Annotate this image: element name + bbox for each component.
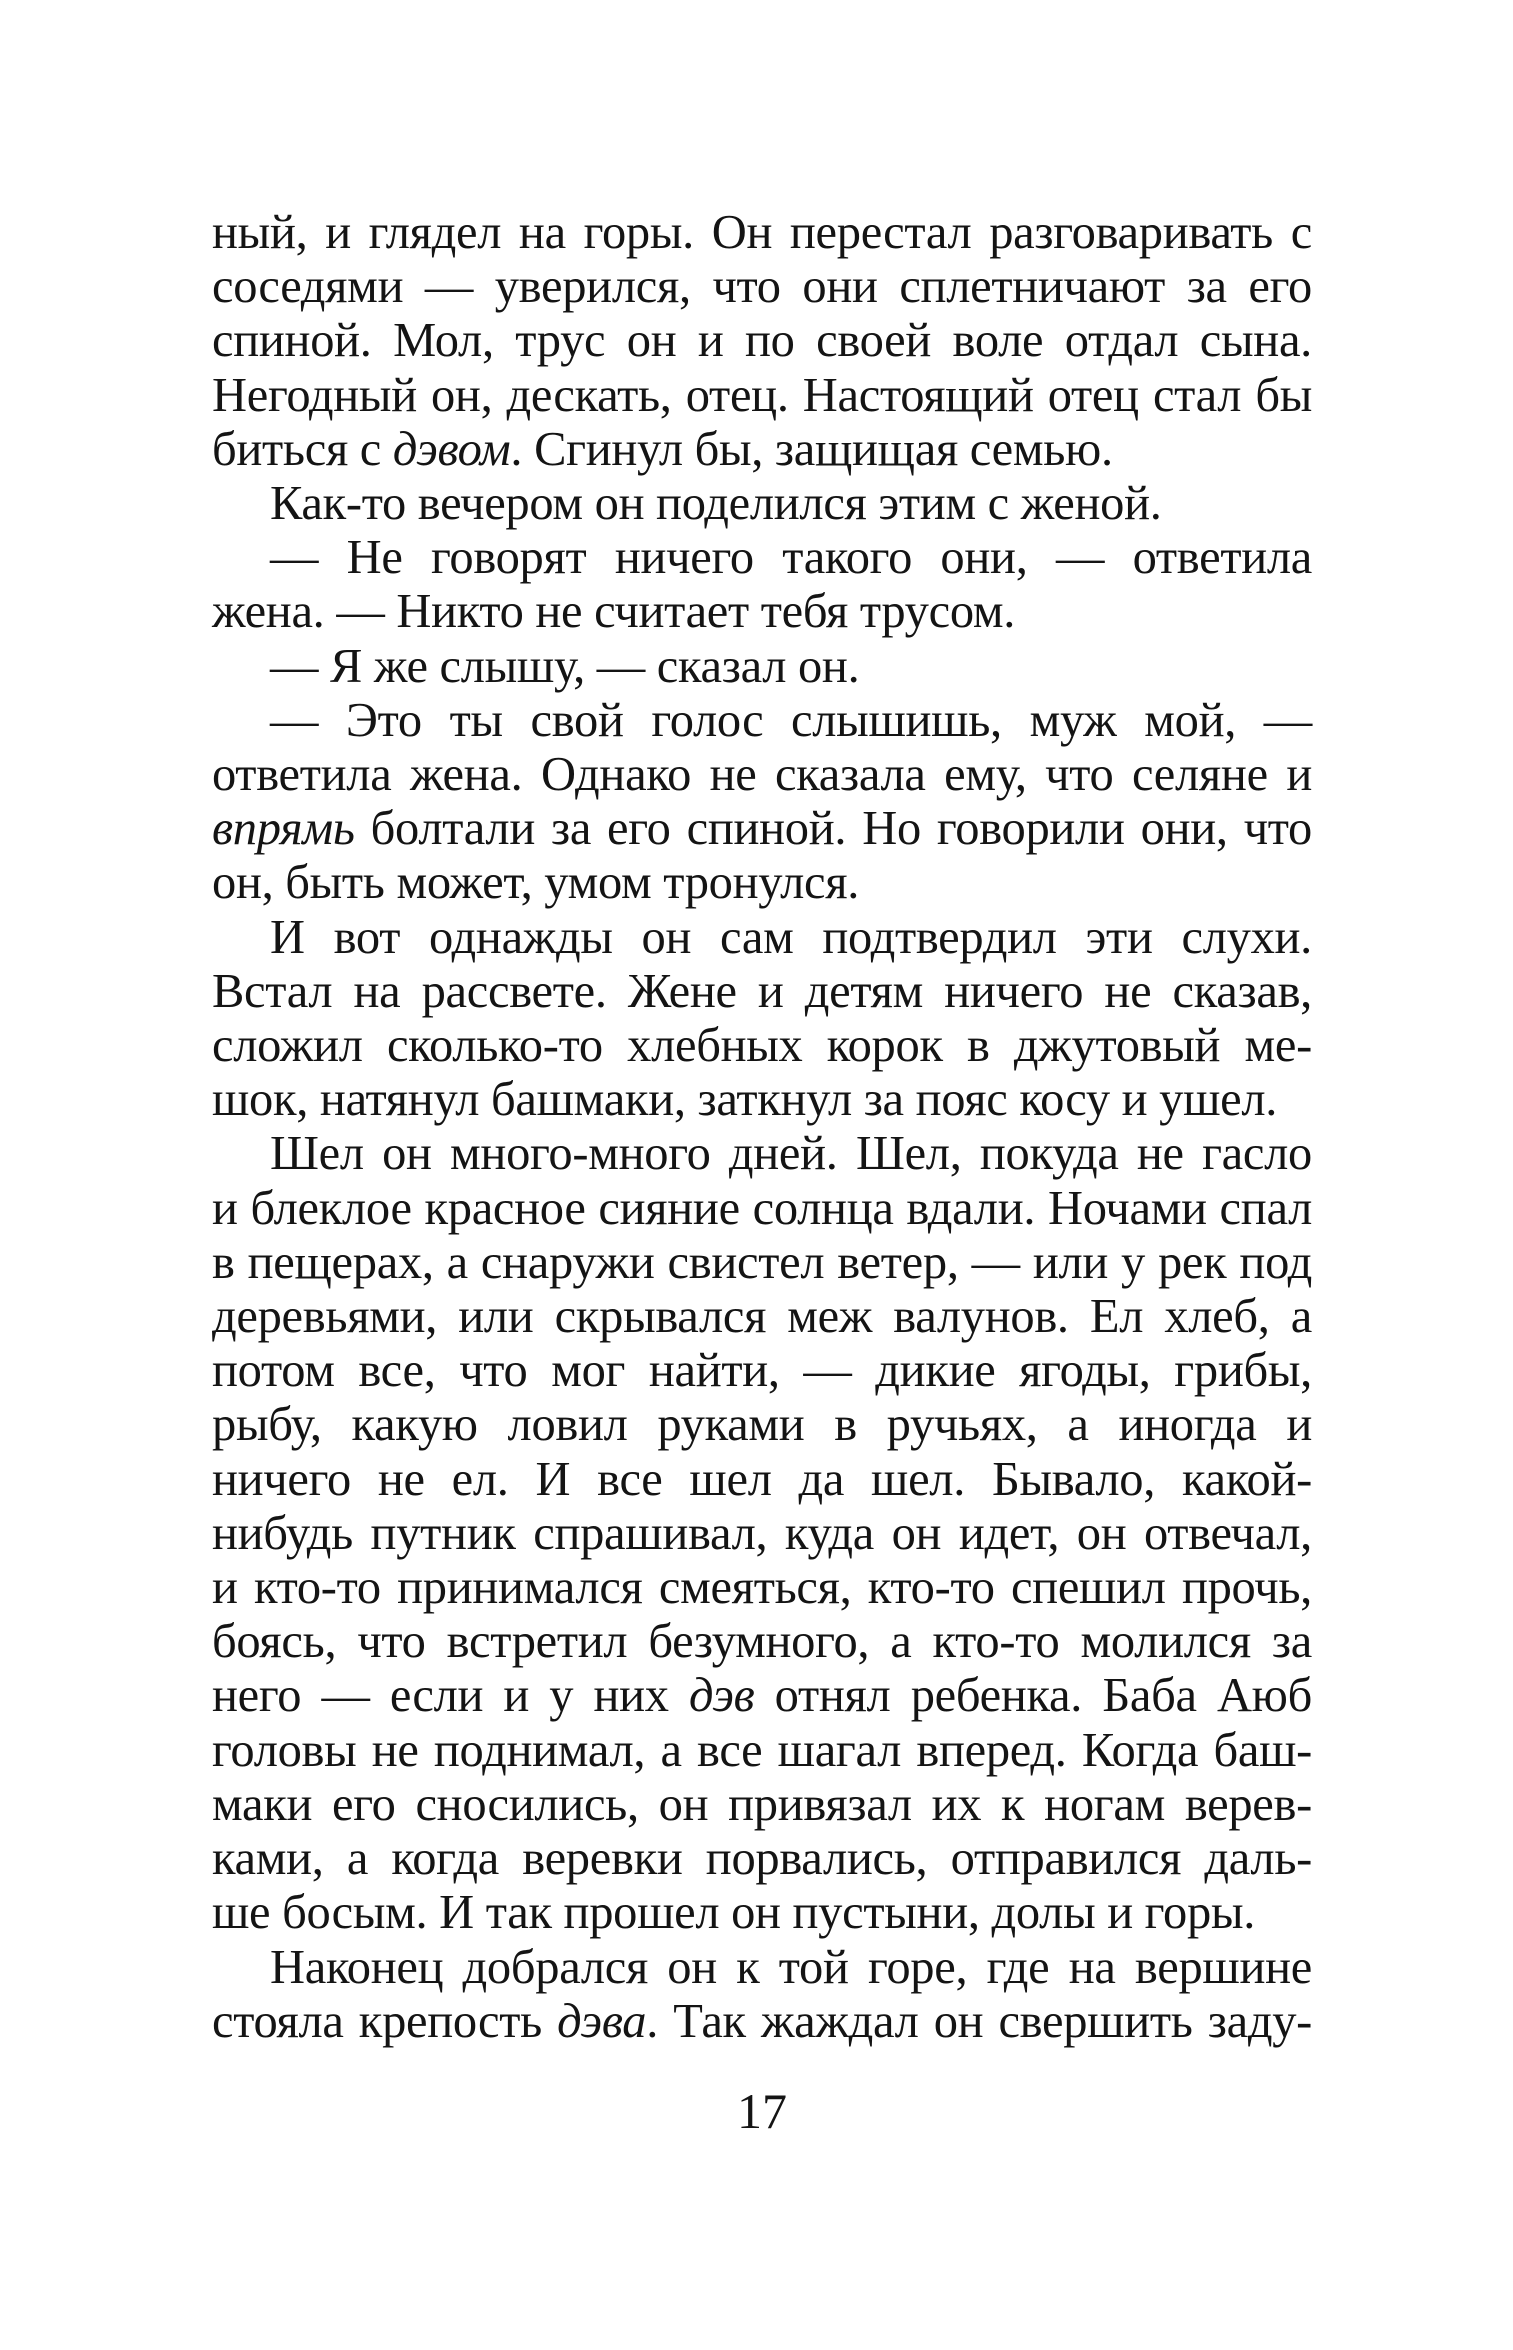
text-line: него — если и у них дэв отнял ребенка. Баба Аюб — [212, 1669, 1312, 1723]
text-line: и кто-то принимался смеяться, кто-то спешил прочь, — [212, 1561, 1312, 1615]
text-line: И вот однажды он сам подтвердил эти слухи. — [270, 910, 1312, 964]
text-line: ше босым. И так прошел он пустыни, долы и горы. — [212, 1886, 1256, 1940]
text-line: жена. — Никто не считает тебя трусом. — [212, 585, 1016, 639]
text-line: и блеклое красное сияние солнца вдали. Ночами спал — [212, 1181, 1312, 1235]
text-line: Наконец добрался он к той горе, где на вершине — [270, 1940, 1312, 1994]
text-line: он, быть может, умом тронулся. — [212, 856, 860, 910]
text-line: впрямь болтали за его спиной. Но говорили они, что — [212, 802, 1312, 856]
text-line: — Я же слышу, — сказал он. — [270, 639, 860, 693]
text-block — [212, 206, 1312, 2049]
text-line: сложил сколько-то хлебных корок в джутовый ме- — [212, 1019, 1312, 1073]
text-line: деревьями, или скрывался меж валунов. Ел хлеб, а — [212, 1290, 1312, 1344]
text-line: — Не говорят ничего такого они, — ответила — [270, 531, 1312, 585]
text-line: потом все, что мог найти, — дикие ягоды, грибы, — [212, 1344, 1312, 1398]
text-line: Шел он много-много дней. Шел, покуда не гасло — [270, 1127, 1312, 1181]
text-line: головы не поднимал, а все шагал вперед. Когда баш- — [212, 1723, 1312, 1777]
text-line: ный, и глядел на горы. Он перестал разговаривать с — [212, 206, 1312, 259]
text-line: соседями — уверился, что они сплетничают за его — [212, 260, 1312, 314]
page-number: 17 — [737, 2083, 787, 2139]
text-line: в пещерах, а снаружи свистел ветер, — или у рек под — [212, 1235, 1312, 1289]
text-line: Как-то вечером он поделился этим с женой. — [270, 477, 1162, 531]
text-line: маки его сносились, он привязал их к ногам верев- — [212, 1777, 1312, 1831]
text-line: — Это ты свой голос слышишь, муж мой, — — [270, 693, 1312, 747]
text-line: боясь, что встретил безумного, а кто-то молился за — [212, 1615, 1312, 1669]
text-line: биться с дэвом. Сгинул бы, защищая семью. — [212, 422, 1113, 476]
text-line: спиной. Мол, трус он и по своей воле отдал сына. — [212, 314, 1312, 368]
text-line: нибудь путник спрашивал, куда он идет, он отвечал, — [212, 1506, 1312, 1560]
text-line: Встал на рассвете. Жене и детям ничего не сказав, — [212, 964, 1312, 1018]
text-line: ками, а когда веревки порвались, отправился даль- — [212, 1832, 1312, 1886]
text-line: шок, натянул башмаки, заткнул за пояс косу и ушел. — [212, 1073, 1278, 1127]
text-line: ничего не ел. И все шел да шел. Бывало, какой- — [212, 1452, 1312, 1506]
text-line: рыбу, какую ловил руками в ручьях, а иногда и — [212, 1398, 1312, 1452]
text-line: ответила жена. Однако не сказала ему, что селяне и — [212, 748, 1312, 802]
text-line: стояла крепость дэва. Так жаждал он свершить заду- — [212, 1994, 1312, 2048]
text-line: Негодный он, дескать, отец. Настоящий отец стал бы — [212, 368, 1312, 422]
